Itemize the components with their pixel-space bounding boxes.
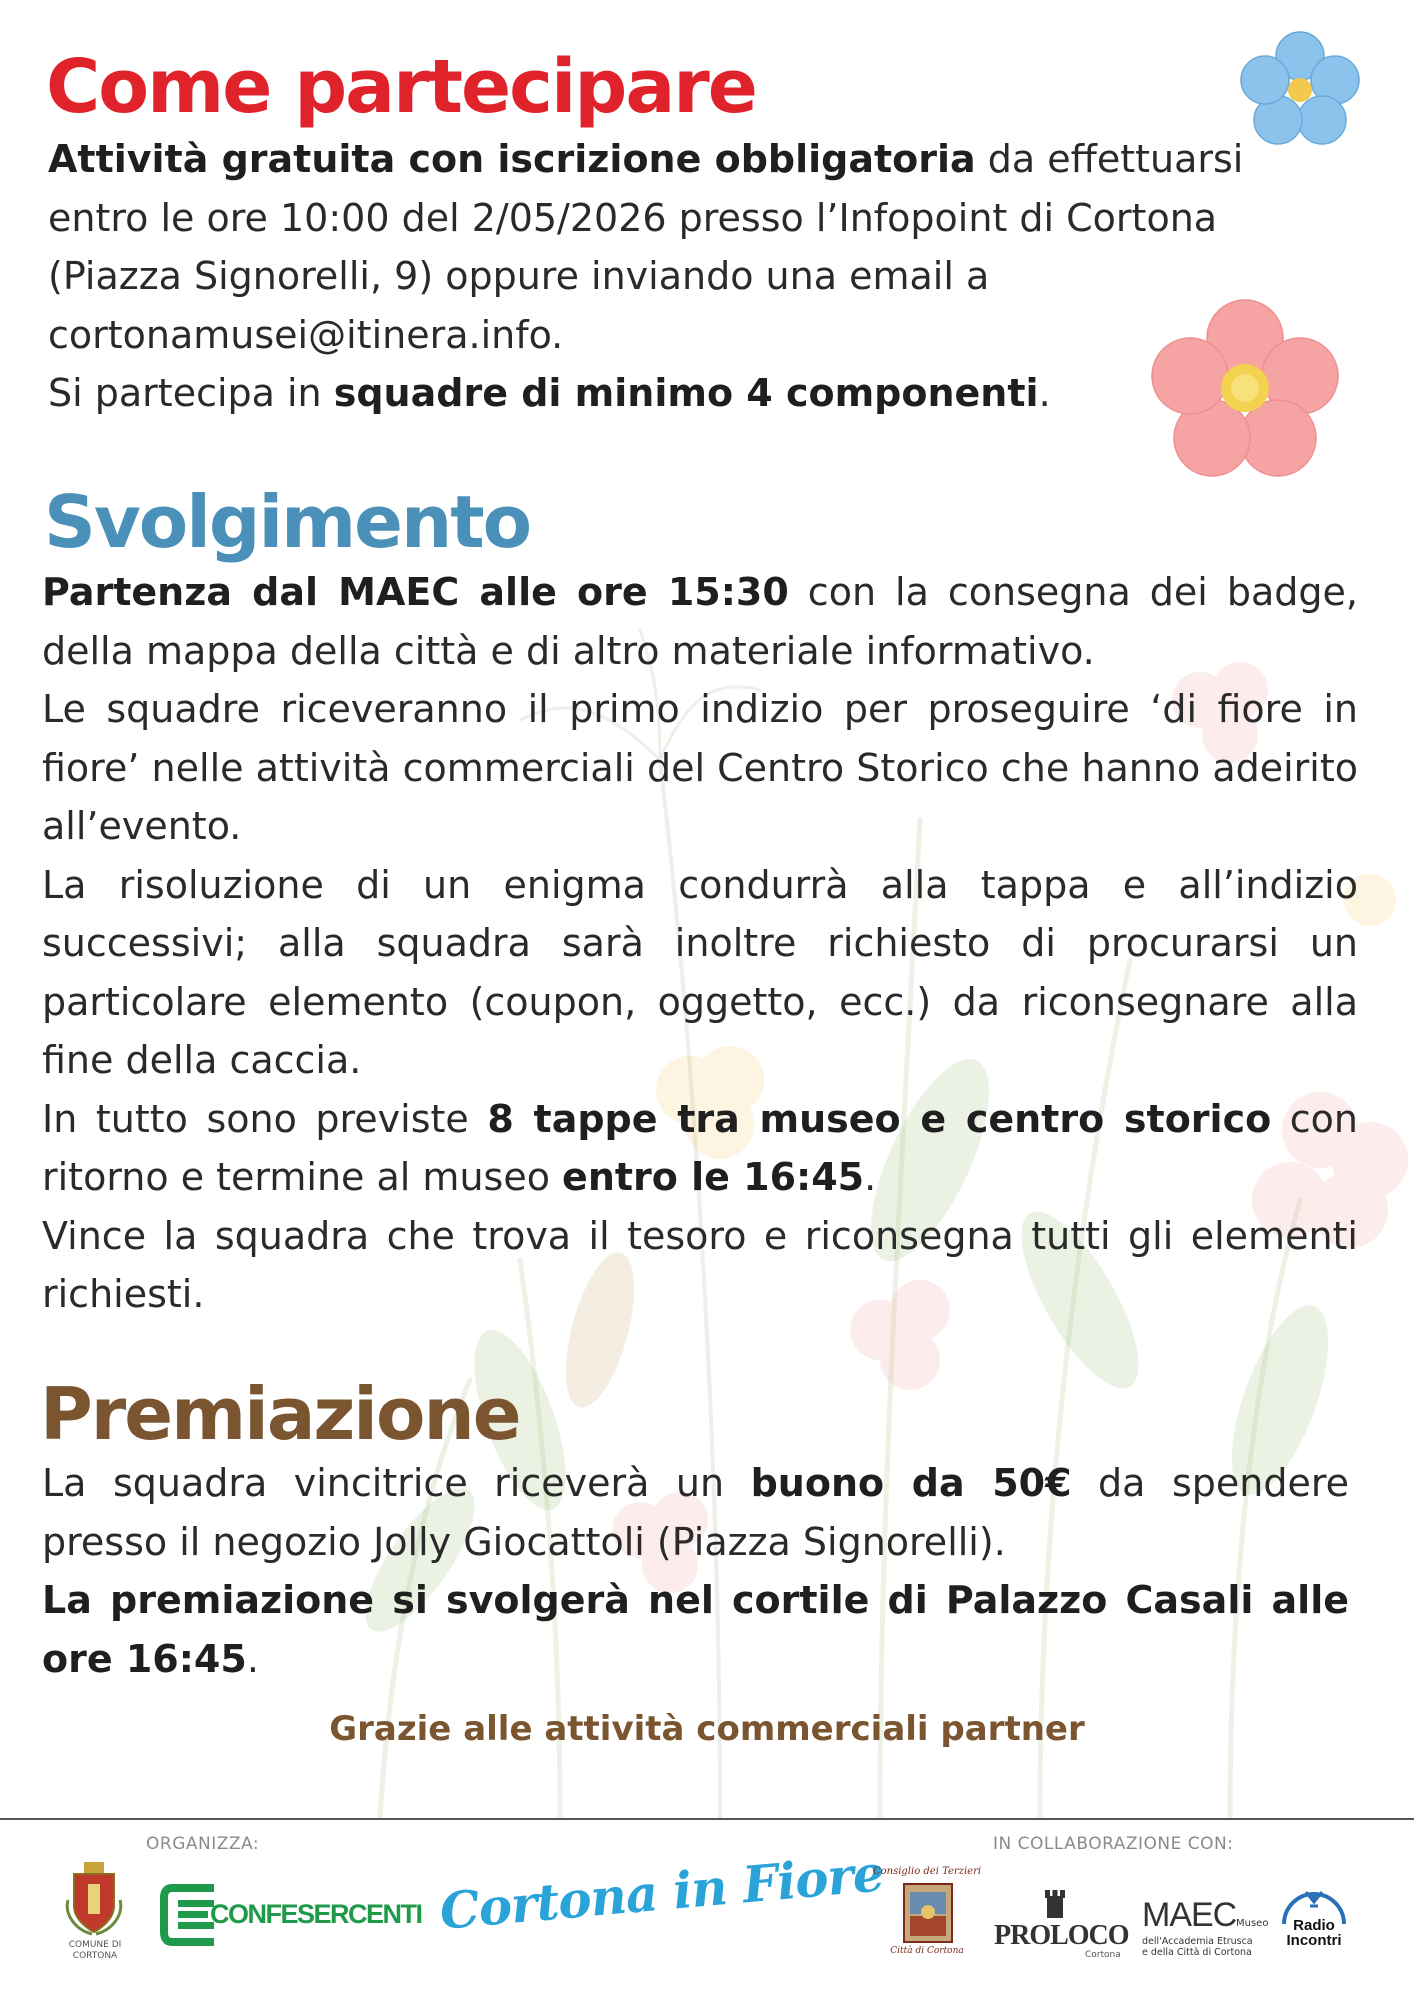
- prize-pre: La squadra vincitrice riceverà un: [42, 1461, 751, 1505]
- start-bold: Partenza dal MAEC alle ore 15:30: [42, 570, 789, 614]
- comune-cortona-crest-icon: [62, 1860, 126, 1940]
- winner-paragraph: Vince la squadra che trova il tesoro e riconsegna tutti gli elementi richiesti.: [42, 1213, 1358, 1316]
- enigma-paragraph: La risoluzione di un enigma condurrà alla tappa e all’indizio successivi; alla squadra sarà inoltre richiesto di procurarsi un particolare elemento (coupon, oggetto, ecc.) da riconsegnare alla fine della caccia.: [42, 862, 1358, 1082]
- stages-bold: 8 tappe tra museo e centro storico: [487, 1096, 1272, 1141]
- proloco-label: PROLOCO: [994, 1920, 1129, 1951]
- registration-paragraph: [48, 130, 1298, 364]
- proloco-tower-icon: [1043, 1888, 1067, 1918]
- prize-paragraph: [42, 1454, 1349, 1571]
- heading-svolgimento: Svolgimento: [44, 480, 531, 564]
- section-come-partecipare-text: [48, 130, 1298, 423]
- registration-details: da effettuarsi entro le ore 10:00 del 2/05/2026 presso l’Infopoint di Cortona (Piazza Signorelli, 9) oppure inviando una email a cortonamusei@itinera.info.: [48, 137, 1244, 357]
- team-size-bold: squadre di minimo 4 componenti: [333, 371, 1039, 415]
- maec-label: MAEC: [1142, 1896, 1237, 1934]
- prize-bold: buono da 50€: [750, 1461, 1072, 1505]
- prize-rest: da spendere presso il negozio Jolly Giocattoli (Piazza Signorelli).: [42, 1461, 1350, 1564]
- comune-line2: CORTONA: [72, 1951, 118, 1961]
- heading-premiazione: Premiazione: [40, 1372, 520, 1456]
- organizza-label: ORGANIZZA:: [146, 1834, 260, 1854]
- comune-line1: COMUNE DI: [68, 1940, 122, 1950]
- ceremony-bold: La premiazione si svolgerà nel cortile di Palazzo Casali alle ore 16:45: [42, 1578, 1349, 1681]
- team-size-post: .: [1038, 371, 1051, 415]
- stages-pre: In tutto sono previste: [42, 1096, 488, 1141]
- stages-post: .: [864, 1155, 877, 1199]
- team-size-paragraph: [48, 364, 1298, 423]
- registration-bold: Attività gratuita con iscrizione obbligatoria: [48, 137, 976, 181]
- heading-come-partecipare: Come partecipare: [46, 44, 756, 130]
- footer-logos: [0, 1818, 1414, 2000]
- section-premiazione-text: [42, 1454, 1349, 1688]
- maec-museo: Museo: [1236, 1918, 1269, 1929]
- blue-flower-icon: [1240, 30, 1360, 145]
- radio-line1: Radio: [1293, 1917, 1335, 1934]
- maec-subtitle-line1: dell'Accademia Etrusca: [1142, 1936, 1253, 1947]
- clue-paragraph: Le squadre riceveranno il primo indizio per proseguire ‘di fiore in fiore’ nelle attività commerciali del Centro Storico che hanno adeirito all’evento.: [42, 687, 1358, 848]
- section-svolgimento-text: [42, 563, 1358, 1324]
- thanks-partners: Grazie alle attività commerciali partner: [329, 1709, 1085, 1749]
- collaborazione-label: IN COLLABORAZIONE CON:: [993, 1834, 1234, 1854]
- consiglio-terzieri-sub: Città di Cortona: [890, 1946, 964, 1956]
- confesercenti-label: CONFESERCENTI: [210, 1899, 422, 1929]
- stages-paragraph: [42, 1090, 1358, 1207]
- consiglio-terzieri-emblem-icon: [902, 1882, 954, 1944]
- comune-cortona-label: [58, 1940, 132, 1962]
- radio-line2: Incontri: [1286, 1932, 1342, 1949]
- pink-flower-icon: [1150, 298, 1340, 478]
- start-rest: con la consegna dei badge, della mappa della città e di altro materiale informativo.: [42, 570, 1358, 673]
- ceremony-post: .: [246, 1636, 259, 1681]
- start-paragraph: [42, 563, 1358, 680]
- maec-subtitle-line2: e della Città di Cortona: [1142, 1947, 1252, 1958]
- ceremony-paragraph: [42, 1571, 1349, 1688]
- team-size-pre: Si partecipa in: [48, 371, 334, 415]
- footer-divider: [0, 1818, 1414, 1820]
- stages-mid: con ritorno e termine al museo: [42, 1096, 1358, 1199]
- radio-incontri-label: [1276, 1918, 1352, 1948]
- maec-subtitle: [1142, 1936, 1253, 1958]
- proloco-sub: Cortona: [1085, 1950, 1121, 1960]
- cortona-in-fiore-brand: Cortona in Fiore: [437, 1843, 886, 1941]
- stages-deadline-bold: entro le 16:45: [562, 1155, 865, 1199]
- consiglio-terzieri-label: Consiglio dei Terzieri: [872, 1866, 982, 1877]
